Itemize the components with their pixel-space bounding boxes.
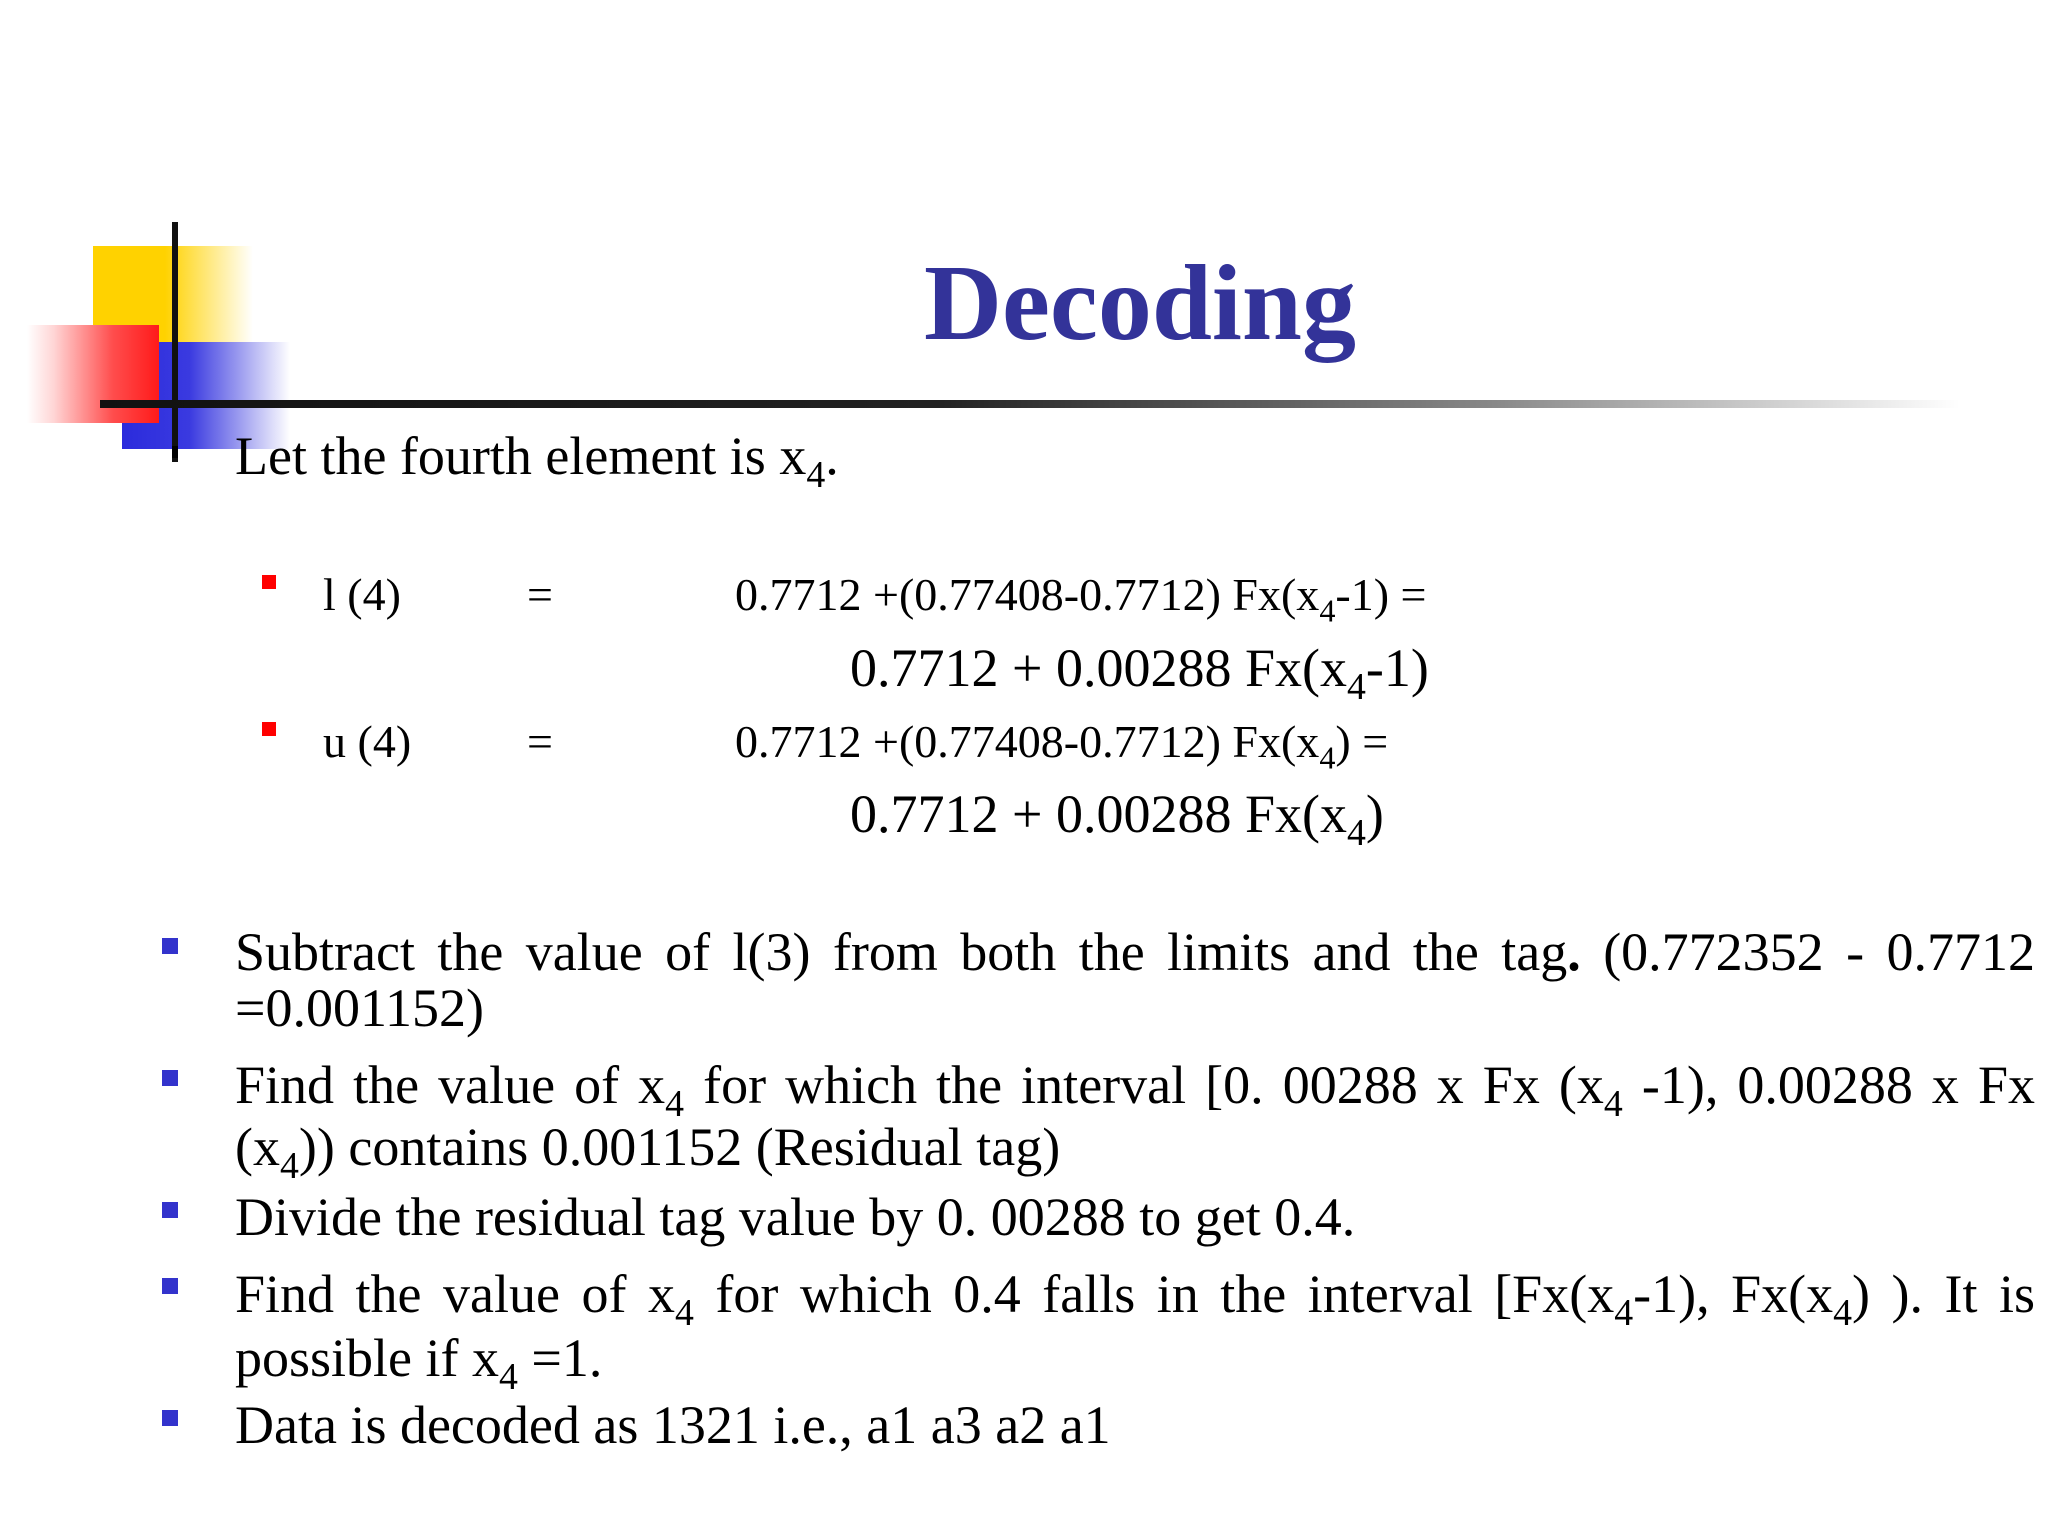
eq2-equals: = (527, 716, 553, 767)
title-underline (100, 400, 1960, 408)
bullet-marker (162, 1410, 178, 1426)
eq1-line2-a: 0.7712 + 0.00288 Fx(x (850, 638, 1347, 698)
eq1-line2-sub: 4 (1346, 666, 1366, 709)
logo-red-square (27, 325, 159, 423)
eq1-line2 (850, 638, 1429, 709)
eq1-rhs-b: -1) = (1335, 569, 1427, 620)
bullet-marker (162, 938, 178, 954)
b4-s2: 4 (1614, 1292, 1634, 1335)
b2-b: for which the interval [0. 00288 x Fx (x (684, 1055, 1604, 1115)
eq2-rhs-sub: 4 (1319, 739, 1336, 776)
eq1-equals: = (527, 569, 553, 620)
eq2-line2 (850, 784, 1384, 855)
eq2-rhs-a: 0.7712 +(0.77408-0.7712) Fx(x (735, 716, 1320, 767)
intro-end: . (825, 426, 839, 486)
bullet-subtract-b: (0.772352 - 0.7712 =0.001152) (235, 922, 2035, 1038)
eq1-rhs-a: 0.7712 +(0.77408-0.7712) Fx(x (735, 569, 1320, 620)
bullet-divide: Divide the residual tag value by 0. 00288 to get 0.4. (235, 1187, 1356, 1247)
intro-text (235, 426, 839, 497)
bullet-marker (162, 1070, 178, 1086)
b4-b: for which 0.4 falls in the interval [Fx(x (693, 1264, 1615, 1324)
bullet-subtract-dot: . (1567, 922, 1581, 982)
b2-d: )) contains 0.001152 (Residual tag) (298, 1117, 1061, 1177)
slide-title: Decoding (924, 244, 1356, 363)
bullet-marker (162, 1278, 178, 1294)
eq2-line2-b: ) (1365, 784, 1384, 844)
eq1-line2-b: -1) (1365, 638, 1429, 698)
bullet-subtract-a: Subtract the value of l(3) from both the limits and the tag (235, 922, 1568, 982)
bullet-marker (172, 446, 178, 458)
b4-s3: 4 (1833, 1292, 1852, 1335)
bullet-subtract (235, 924, 2035, 1036)
eq2-line2-a: 0.7712 + 0.00288 Fx(x (850, 784, 1347, 844)
eq2-rhs-b: ) = (1335, 716, 1389, 767)
bullet-marker (262, 722, 276, 736)
b2-s1: 4 (665, 1083, 685, 1126)
b2-a: Find the value of x (235, 1055, 666, 1115)
b4-d: ) ). It is possible if x (235, 1264, 2035, 1388)
eq1-rhs (735, 569, 1427, 629)
b2-c: -1), 0.00288 x Fx (x (235, 1055, 2036, 1177)
b2-s2: 4 (1603, 1083, 1623, 1126)
eq1-rhs-sub: 4 (1319, 592, 1336, 629)
intro-subscript: 4 (806, 454, 826, 497)
bullet-marker (262, 575, 276, 589)
eq2-label: u (4) (323, 716, 412, 767)
b4-s1: 4 (674, 1292, 694, 1335)
bullet-marker (162, 1202, 178, 1218)
b2-s3: 4 (279, 1145, 299, 1188)
eq1-label: l (4) (323, 569, 401, 620)
eq2-line2-sub: 4 (1346, 812, 1366, 855)
bullet-find-interval (235, 1054, 2036, 1188)
eq2-rhs (735, 716, 1389, 776)
intro-main: Let the fourth element is x (235, 426, 807, 486)
b4-a: Find the value of x (235, 1264, 675, 1324)
logo-vertical-line (172, 222, 178, 462)
b4-s4: 4 (499, 1356, 518, 1399)
bullet-decoded: Data is decoded as 1321 i.e., a1 a3 a2 a1 (235, 1395, 1111, 1455)
b4-e: =1. (517, 1328, 603, 1388)
bullet-find-x4 (235, 1262, 2035, 1399)
b4-c: -1), Fx(x (1633, 1264, 1834, 1324)
